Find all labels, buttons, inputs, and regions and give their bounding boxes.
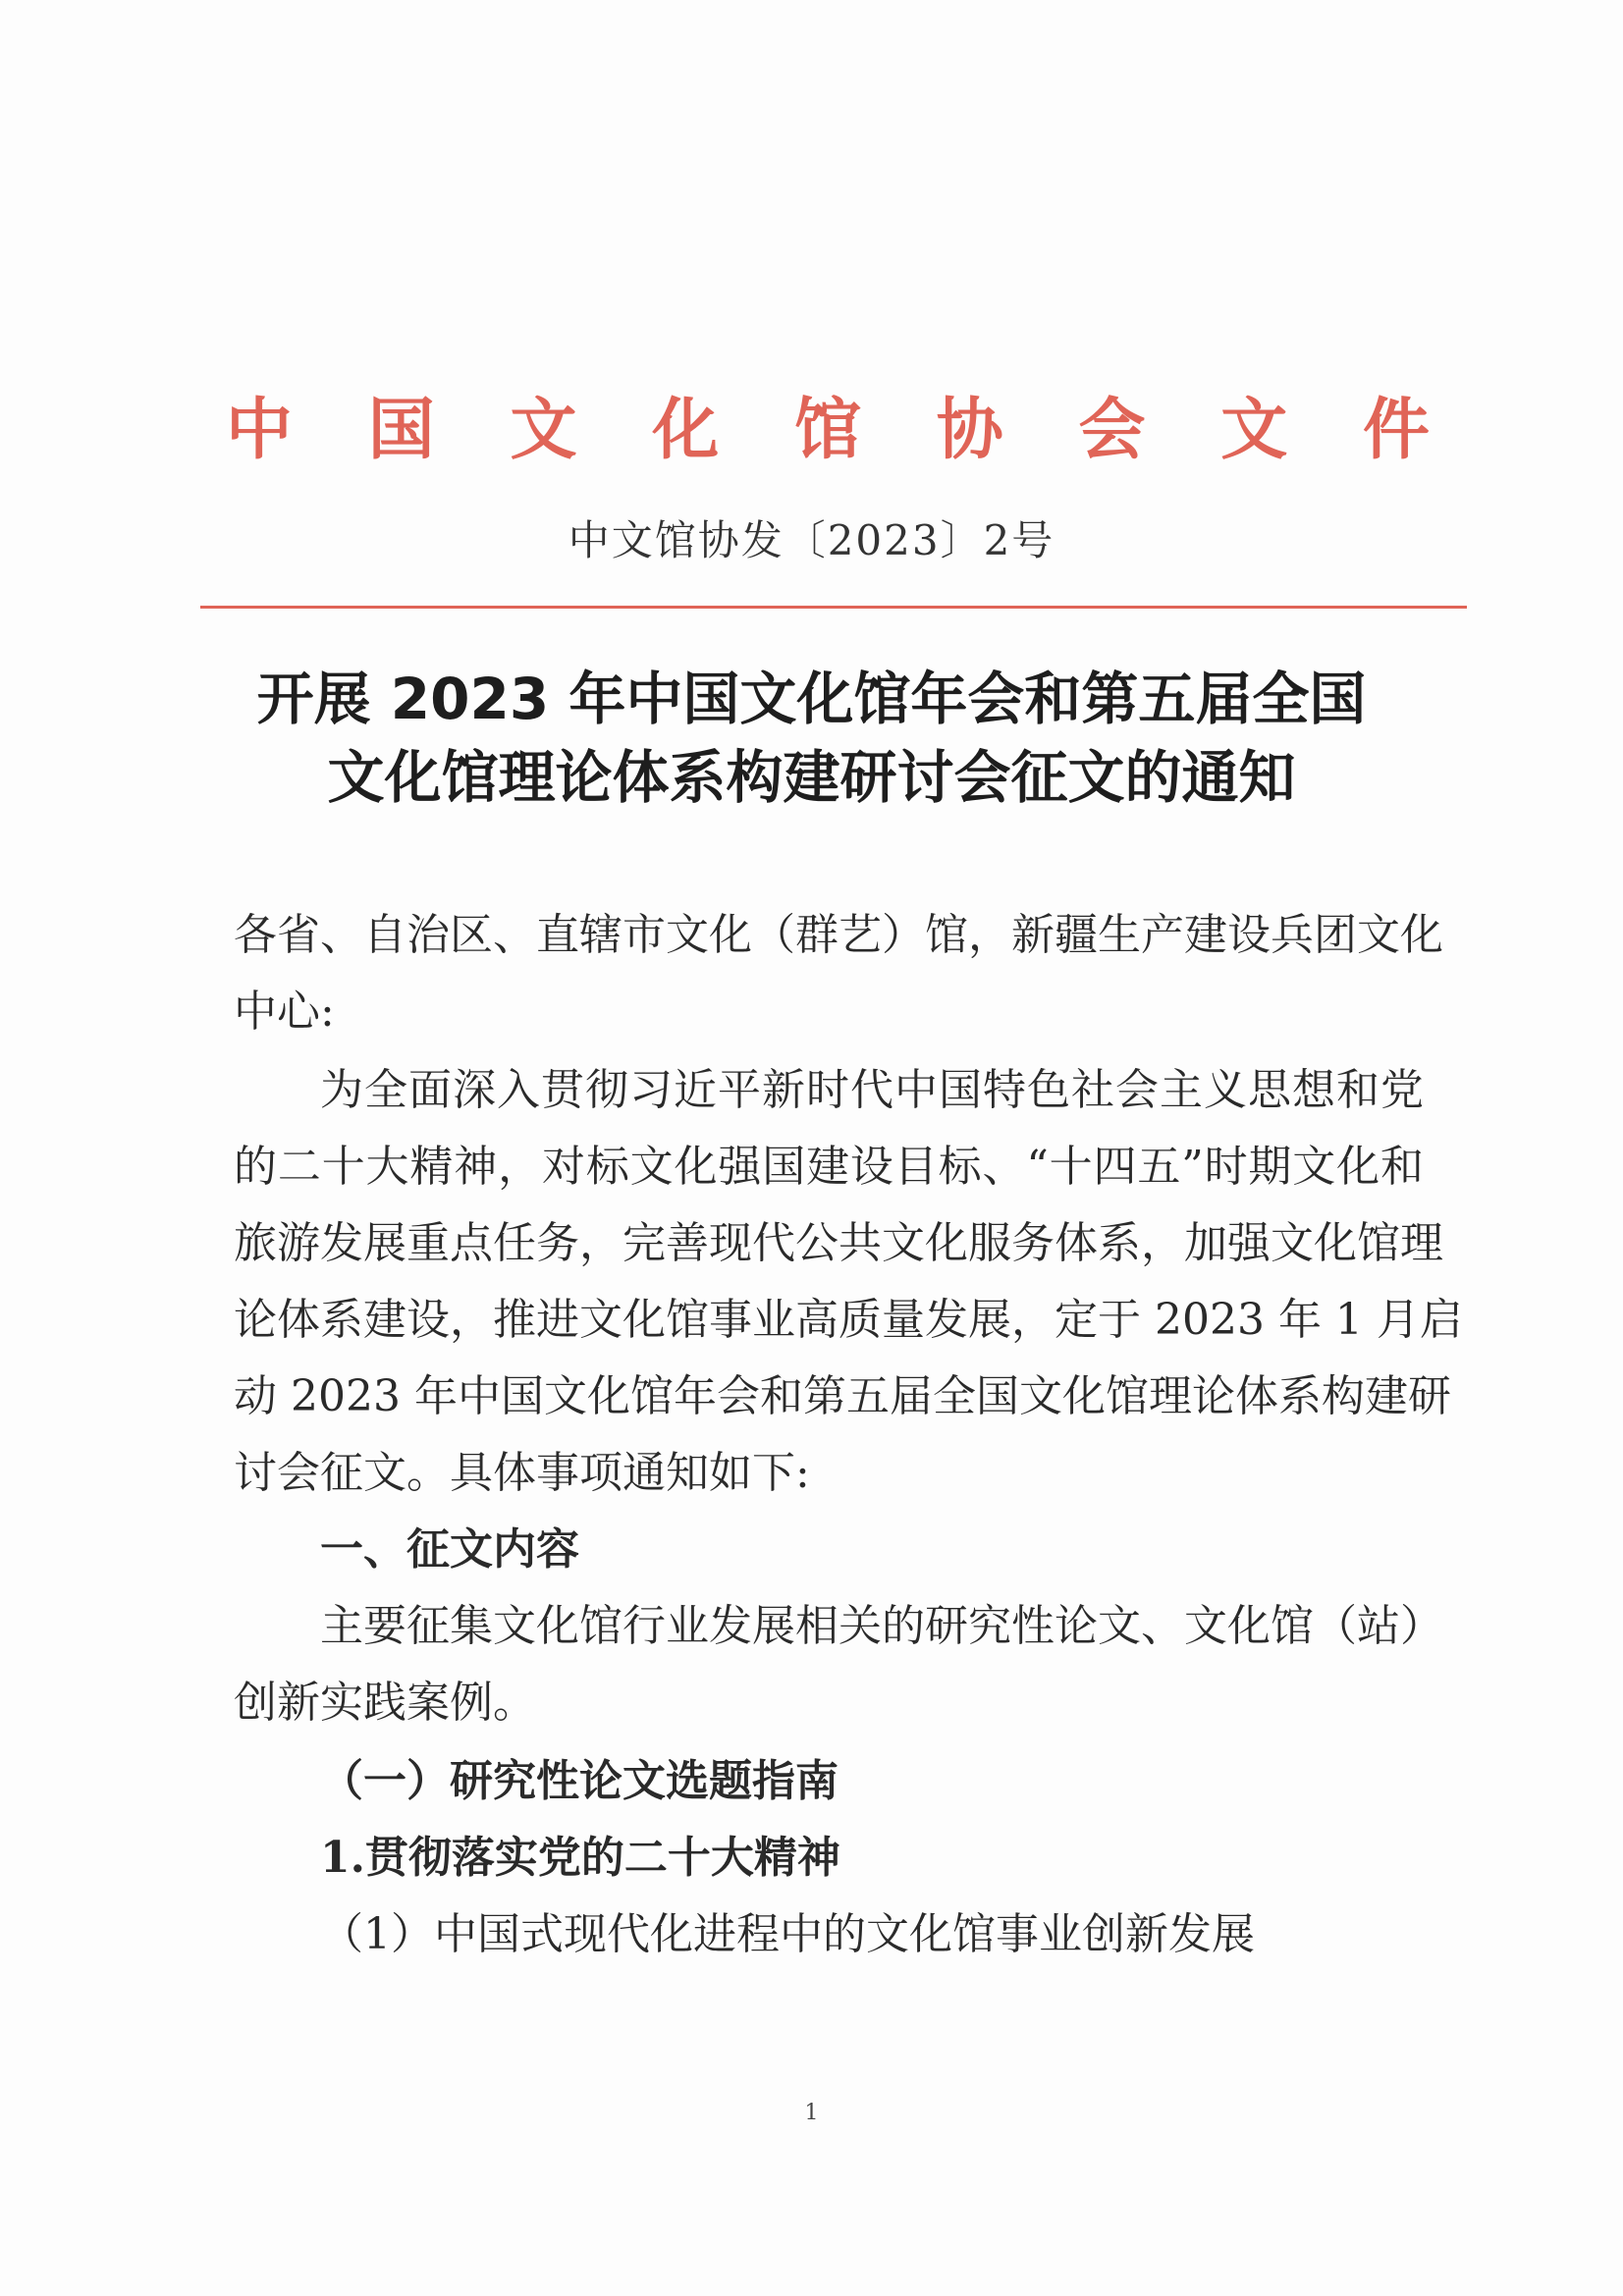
header-char: 会 [1078, 391, 1146, 469]
header-char: 国 [367, 391, 435, 469]
paragraph-line: 为全面深入贯彻习近平新时代中国特色社会主义思想和党 [320, 1065, 1424, 1115]
paragraph-line: 的二十大精神，对标文化强国建设目标、“十四五”时期文化和 [234, 1142, 1424, 1192]
section-heading: 一、征文内容 [320, 1524, 579, 1575]
red-divider [200, 606, 1467, 609]
paragraph-line: 动 2023 年中国文化馆年会和第五届全国文化馆理论体系构建研 [234, 1371, 1451, 1421]
header-char: 件 [1362, 391, 1430, 469]
header-char: 协 [936, 391, 1003, 469]
document-title-line-1: 开展 2023 年中国文化馆年会和第五届全国 [256, 666, 1367, 732]
addressee-line: 中心: [234, 987, 335, 1037]
header-char: 中 [225, 391, 293, 469]
subsection-heading: （一）研究性论文选题指南 [320, 1756, 839, 1806]
item-heading: 1.贯彻落实党的二十大精神 [320, 1833, 840, 1883]
addressee-line: 各省、自治区、直辖市文化（群艺）馆，新疆生产建设兵团文化 [234, 910, 1443, 960]
issuer-header [224, 391, 1432, 469]
header-char: 馆 [793, 391, 861, 469]
document-number: 中文馆协发〔2023〕2号 [568, 516, 1055, 564]
paragraph-line: 讨会征文。具体事项通知如下: [234, 1448, 810, 1498]
header-char: 化 [652, 391, 720, 469]
paragraph-line: 旅游发展重点任务，完善现代公共文化服务体系，加强文化馆理 [234, 1218, 1443, 1268]
list-item: （1）中国式现代化进程中的文化馆事业创新发展 [320, 1909, 1255, 1959]
header-char: 文 [1220, 391, 1288, 469]
paragraph-line: 主要征集文化馆行业发展相关的研究性论文、文化馆（站） [320, 1601, 1443, 1651]
document-title-line-2: 文化馆理论体系构建研讨会征文的通知 [327, 744, 1296, 811]
paragraph-line: 论体系建设，推进文化馆事业高质量发展，定于 2023 年 1 月启 [234, 1295, 1463, 1345]
paragraph-line: 创新实践案例。 [234, 1678, 536, 1728]
page-number: 1 [804, 2101, 819, 2125]
header-char: 文 [510, 391, 577, 469]
